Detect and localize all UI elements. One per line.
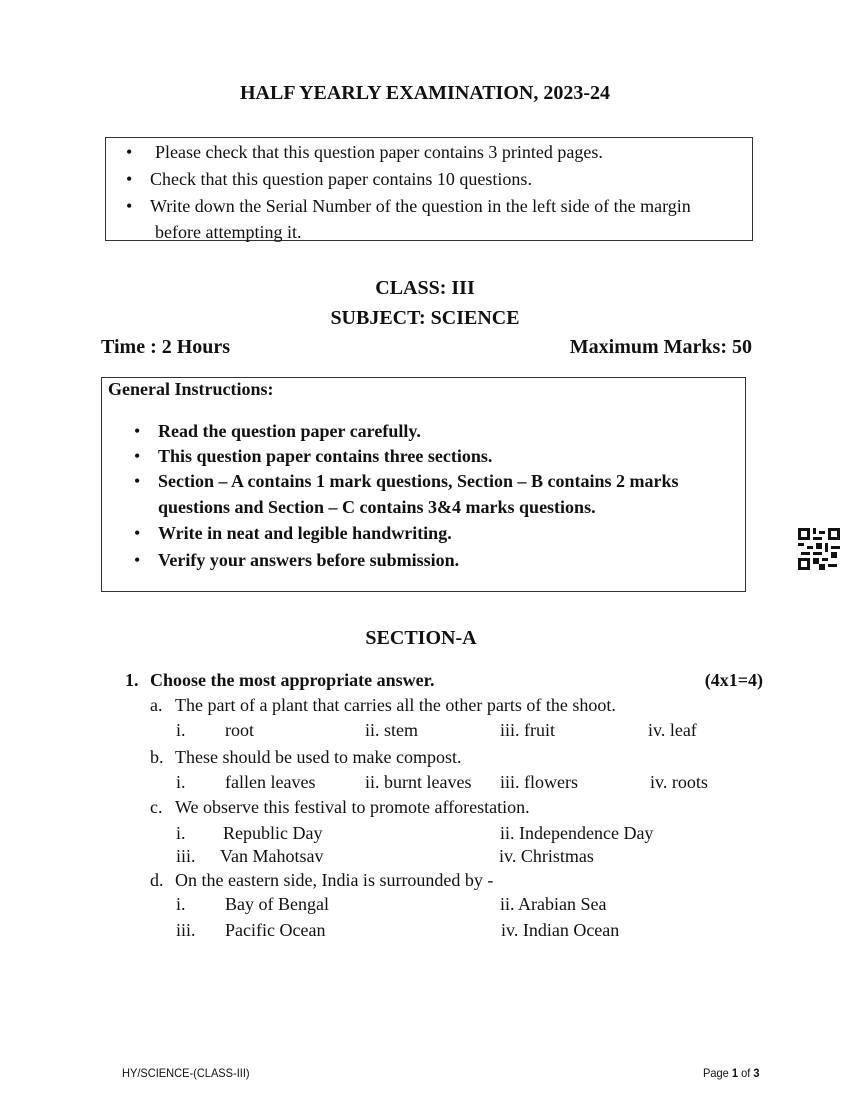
option: iv. roots: [650, 772, 708, 792]
bullet: •: [126, 196, 133, 216]
instruction-item: Verify your answers before submission.: [158, 550, 460, 570]
option: i.: [176, 894, 186, 914]
option: iv. Indian Ocean: [501, 920, 620, 940]
part-label: c.: [150, 797, 163, 817]
instruction-item: Read the question paper carefully.: [158, 421, 421, 441]
option: ii. stem: [365, 720, 418, 740]
option: iv. Christmas: [499, 846, 594, 866]
notice-item: Write down the Serial Number of the question in the left side of the margin: [150, 196, 691, 216]
option: iv. leaf: [648, 720, 697, 740]
instruction-item: Write in neat and legible handwriting.: [158, 523, 452, 543]
option: ii. Arabian Sea: [500, 894, 607, 914]
part-label: a.: [150, 695, 163, 715]
subject-line: SUBJECT: SCIENCE: [330, 307, 520, 329]
part-label: b.: [150, 747, 164, 767]
option: i.: [176, 823, 186, 843]
option: fallen leaves: [225, 772, 316, 792]
bullet: •: [126, 142, 133, 162]
option: Van Mahotsav: [220, 846, 324, 866]
notice-item: before attempting it.: [155, 222, 302, 242]
question-marks: (4x1=4): [704, 670, 763, 690]
time-allowed: Time : 2 Hours: [101, 336, 231, 358]
page-number: Page 1 of 3: [703, 1066, 760, 1080]
option: iii. fruit: [500, 720, 555, 740]
footer-code: HY/SCIENCE-(CLASS-III): [122, 1066, 250, 1080]
maximum-marks: Maximum Marks: 50: [569, 336, 752, 358]
option: iii.: [176, 920, 196, 940]
option: ii. Independence Day: [500, 823, 654, 843]
notice-item: Please check that this question paper contains 3 printed pages.: [155, 142, 603, 162]
option: ii. burnt leaves: [365, 772, 472, 792]
option: root: [225, 720, 254, 740]
question-number: 1.: [125, 670, 139, 690]
instruction-item: Section – A contains 1 mark questions, Section – B contains 2 marks: [158, 471, 679, 491]
instruction-item: This question paper contains three sections.: [158, 446, 493, 466]
part-text: These should be used to make compost.: [175, 747, 462, 767]
option: Republic Day: [223, 823, 323, 843]
exam-title: HALF YEARLY EXAMINATION, 2023-24: [239, 82, 611, 104]
option: iii.: [176, 846, 196, 866]
bullet: •: [126, 169, 133, 189]
class-line: CLASS: III: [375, 277, 475, 299]
option: iii. flowers: [500, 772, 578, 792]
notice-item: Check that this question paper contains 10 questions.: [150, 169, 532, 189]
part-text: On the eastern side, India is surrounded by -: [175, 870, 494, 890]
question-text: Choose the most appropriate answer.: [150, 670, 435, 690]
qr-code-icon: [798, 528, 840, 570]
option: i.: [176, 772, 186, 792]
part-text: We observe this festival to promote afforestation.: [175, 797, 530, 817]
section-heading: SECTION-A: [365, 627, 477, 649]
part-text: The part of a plant that carries all the other parts of the shoot.: [175, 695, 616, 715]
instruction-item: questions and Section – C contains 3&4 marks questions.: [158, 497, 596, 517]
instructions-heading: General Instructions:: [108, 379, 274, 399]
option: i.: [176, 720, 186, 740]
part-label: d.: [150, 870, 164, 890]
option: Pacific Ocean: [225, 920, 326, 940]
option: Bay of Bengal: [225, 894, 329, 914]
